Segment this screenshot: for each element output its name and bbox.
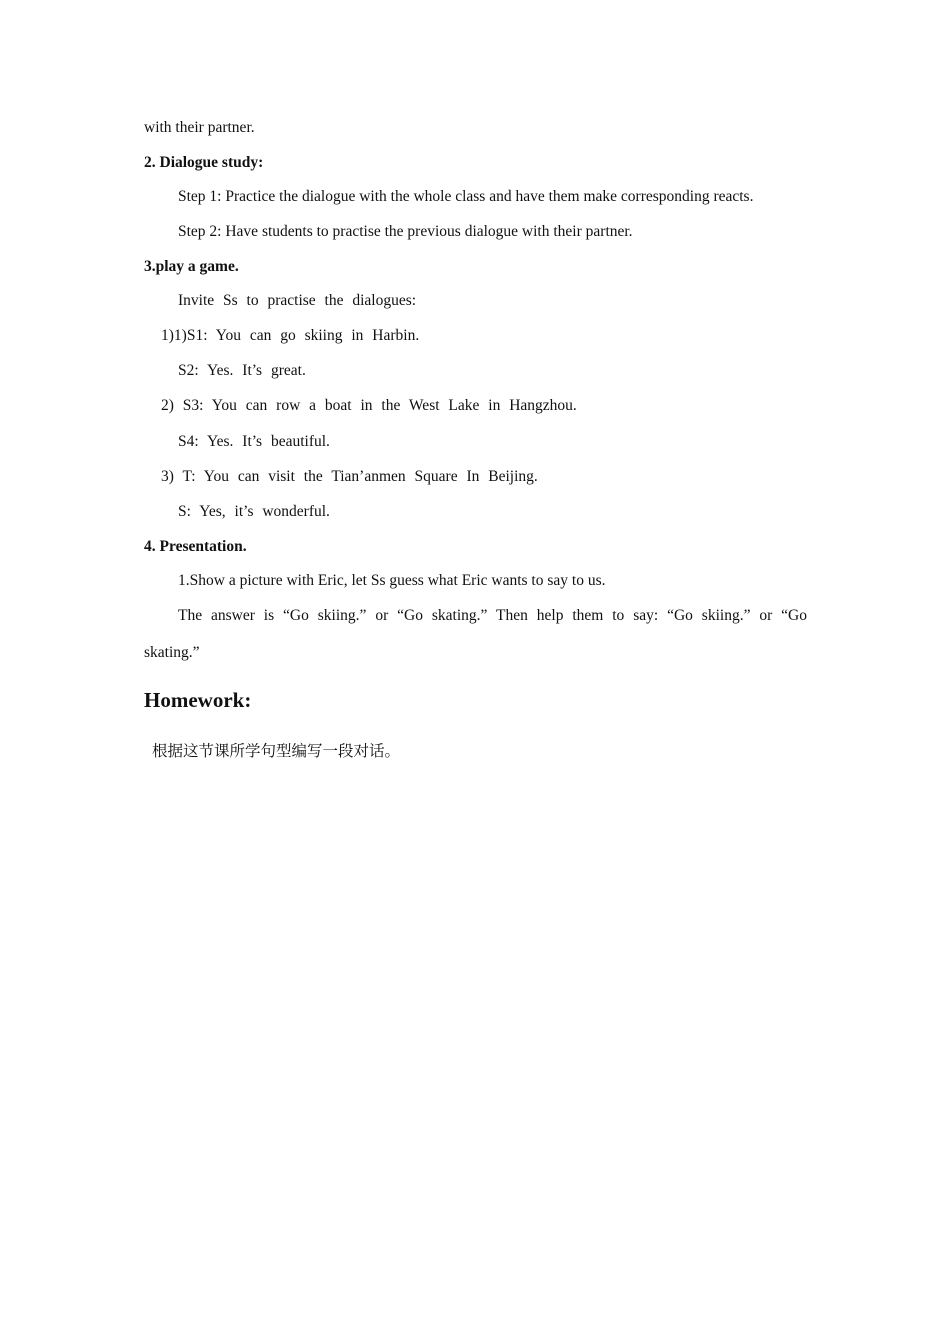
dialogue-line: 2) S3: You can row a boat in the West Lake in Hangzhou. [161,397,577,414]
section-heading-presentation: 4. Presentation. [144,538,247,555]
text-line-step-2: Step 2: Have students to practise the previous dialogue with their partner. [178,223,633,240]
text-line-invite: Invite Ss to practise the dialogues: [178,292,417,309]
section-heading-dialogue-study: 2. Dialogue study: [144,154,264,171]
text-line: with their partner. [144,119,255,136]
dialogue-line: S2: Yes. It’s great. [178,362,306,379]
text-line-presentation-2: The answer is “Go skiing.” or “Go skating.” Then help them to say: “Go skiing.” or “Go [178,607,807,624]
homework-text: 根据这节课所学句型编写一段对话。 [152,742,401,760]
text-line-presentation-1: 1.Show a picture with Eric, let Ss guess what Eric wants to say to us. [178,572,606,589]
section-heading-play-game: 3.play a game. [144,258,239,275]
dialogue-line: S4: Yes. It’s beautiful. [178,433,330,450]
text-line-presentation-2-cont: skating.” [144,644,200,661]
text-line-step-1: Step 1: Practice the dialogue with the whole class and have them make corresponding reacts. [178,188,754,205]
dialogue-line: S: Yes, it’s wonderful. [178,503,330,520]
homework-heading: Homework: [144,688,252,712]
dialogue-line: 3) T: You can visit the Tian’anmen Square In Beijing. [161,468,538,485]
dialogue-line: 1)1)S1: You can go skiing in Harbin. [161,327,420,344]
